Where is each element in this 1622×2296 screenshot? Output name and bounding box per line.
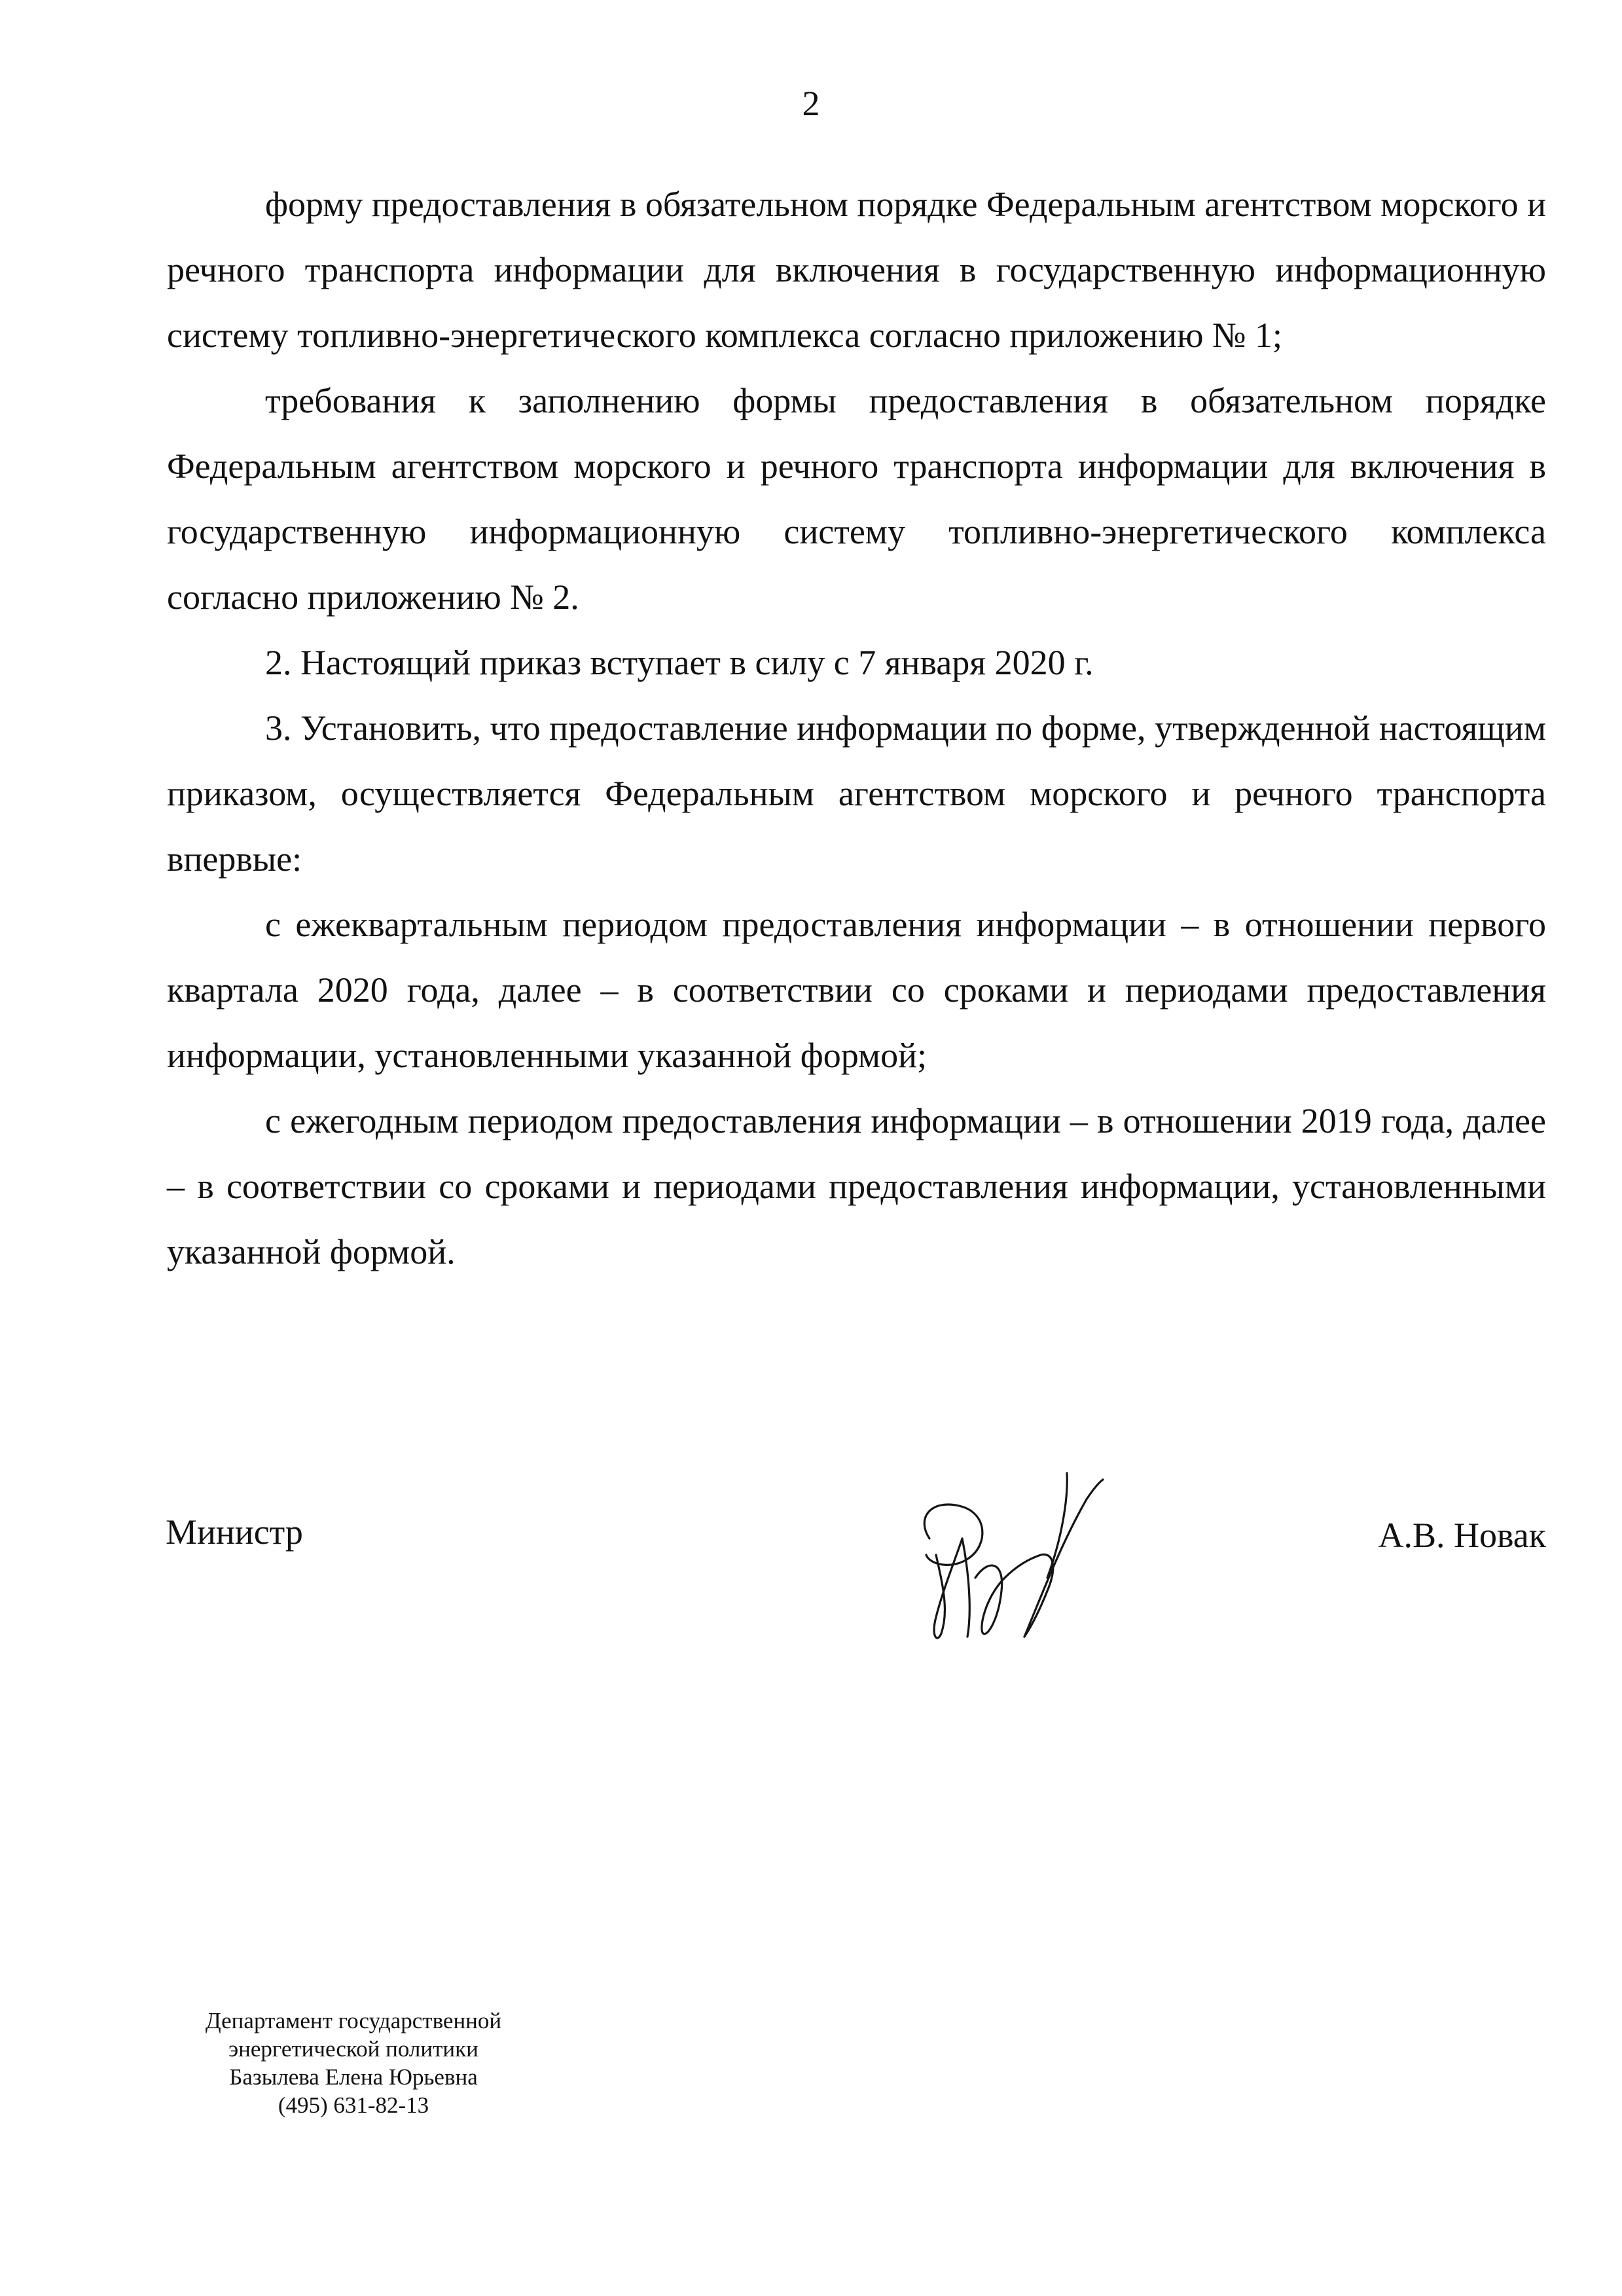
executor-department-line2: энергетической политики	[228, 2036, 478, 2062]
executor-department-line1: Департамент государственной	[205, 2008, 502, 2033]
position-title: Министр	[166, 1512, 303, 1552]
page-number: 2	[802, 84, 820, 123]
executor-phone: (495) 631-82-13	[278, 2092, 429, 2118]
paragraph-requirements: требования к заполнению формы предоставления в обязательном порядке Федеральным агентством морского и речного транспорта информации для включения в государственную информационную систему топливно-энергетического комплекса согласно приложению № 2.	[167, 381, 1546, 617]
paragraph-form: форму предоставления в обязательном порядке Федеральным агентством морского и речного транспорта информации для включения в государственную информационную систему топливно-энергетического комплекса согласно приложению № 1;	[167, 185, 1546, 355]
paragraph-annual: с ежегодным периодом предоставления информации – в отношении 2019 года, далее – в соответствии со сроками и периодами предоставления информации, установленными указанной формой.	[167, 1101, 1546, 1271]
paragraph-first-submission: 3. Установить, что предоставление информации по форме, утвержденной настоящим приказом, осуществляется Федеральным агентством морского и речного транспорта впервые:	[167, 708, 1546, 879]
paragraph-quarterly: с ежеквартальным периодом предоставления информации – в отношении первого квартала 2020 года, далее – в соответствии со сроками и периодами предоставления информации, установленными указанной формой;	[167, 905, 1546, 1075]
executor-name: Базылева Елена Юрьевна	[229, 2064, 478, 2090]
document-body	[167, 172, 1546, 1285]
paragraph-effective-date: 2. Настоящий приказ вступает в силу с 7 января 2020 г.	[265, 643, 1094, 682]
signer-name: А.В. Новак	[1378, 1516, 1546, 1555]
handwritten-signature	[890, 1460, 1126, 1656]
executor-block	[151, 2007, 556, 2119]
